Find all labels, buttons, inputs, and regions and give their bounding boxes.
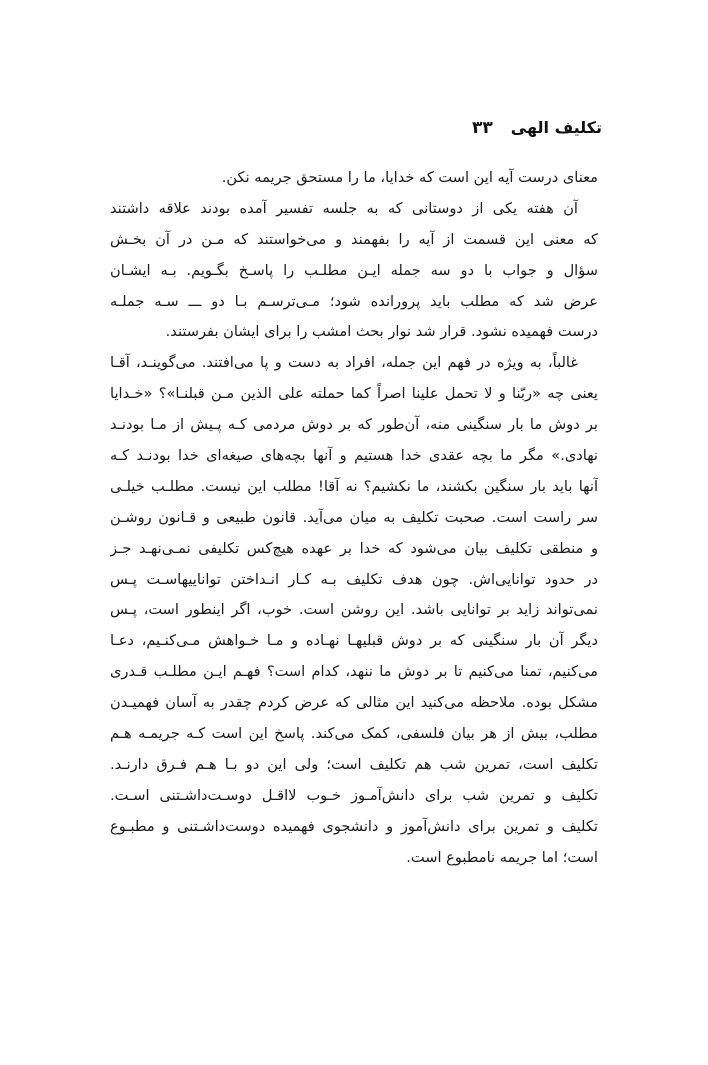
text-line: آنها باید بار سنگین بکشند، ما نکشیم؟ نه آقا! مطلب این نیست. مطلـب خیلـی [110,477,598,495]
text-line: سؤال و جواب با دو سه جمله ایـن مطلـب را پاسـخ بگـویم. بـه ایشـان [110,261,598,279]
page-number: ۳۳ [471,118,493,138]
text-line: آن هفته یکی از دوستانی که به جلسه تفسیر آمده بودند علاقه داشتند [110,199,578,217]
text-line: تکلیف است، تمرین شب هم تکلیف است؛ ولی این دو بـا هـم فـرق دارنـد. [110,755,598,773]
body-text [110,163,598,873]
text-line: می‌کنیم، تمنا می‌کنیم تا بر دوش ما ننهد، کدام است؟ فهـم ایـن مطلـب قـدری [110,663,598,681]
text-line: مطلب، بیش از هر بیان فلسفی، کمک می‌کند. پاسخ این است کـه جریمـه هـم [110,725,598,743]
text-line: که معنی این قسمت از آیه را بفهمند و می‌خواستند که مـن در آن بخـش [110,230,598,248]
text-line: است؛ اما جریمه نامطبوع است. [406,848,598,866]
text-line: عرض شد که مطلب باید پرورانده شود؛ مـی‌ترسـم بـا دو ـــ سـه جملـه [110,292,598,310]
text-line: درست فهمیده نشود. قرار شد نوار بحث امشب را برای ایشان بفرستند. [165,323,598,341]
text-line: سر راست است. صحبت تکلیف به میان می‌آید. قانون طبیعی و قـانون روشـن [110,508,598,526]
text-line: نهادی.» مگر ما بچه عقدی خدا هستیم و آنها بچه‌های صیغه‌ای خدا بودنـد کـه [110,447,598,465]
text-line: معنای درست آیه این است که خدایا، ما را مستحق جریمه نکن. [221,169,598,186]
running-head [472,118,602,138]
text-line: تکلیف و تمرین برای دانش‌آموز و دانشجوی فهمیده دوست‌داشـتنی و مطبـوع [110,817,598,835]
text-line: مشکل بوده. ملاحظه می‌کنید این مثالی که عرض کردم چقدر به آسان فهمیـدن [110,694,598,712]
running-title: تکلیف الهی [510,118,602,137]
text-line: و منطقی تکلیف بیان می‌شود که خدا بر عهده هیچ‌کس تکلیفی نمـی‌نهـد جـز [110,539,598,557]
text-line: دیگر آن بار سنگینی که بر دوش قبلیهـا نهـاده و مـا خـواهش مـی‌کنـیم، دعـا [110,632,598,650]
text-line: تکلیف و تمرین شب برای دانش‌آمـوز خـوب لااقـل دوسـت‌داشـتنی اسـت. [110,786,598,804]
text-line: نمی‌تواند زاید بر توانایی باشد. این روشن است. خوب، اگر اینطور است، پـس [110,601,598,619]
text-line: بر دوش ما بار سنگینی منه، آن‌طور که بر دوش مردمی کـه پـیش از مـا بودنـد [110,416,598,434]
text-line: یعنی چه «ربّنا و لا تحمل علینا اصراً کما حملته علی الذین مـن قبلنـا»؟ «خـدایا [110,385,598,403]
text-line: غالباً، به ویژه در فهم این جمله، افراد به دست و پا می‌افتند. می‌گوینـد، آقـا [110,354,578,372]
text-line: در حدود توانایی‌اش. چون هدف تکلیف بـه کـار انـداختن تواناییهاسـت پـس [110,570,598,588]
